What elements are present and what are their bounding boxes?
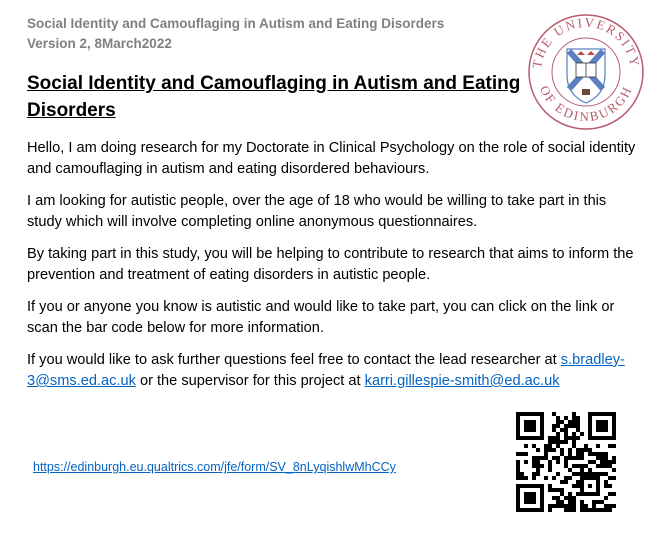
document-title: Social Identity and Camouflaging in Autism and Eating Disorders (27, 73, 521, 121)
survey-link[interactable]: https://edinburgh.eu.qualtrics.com/jfe/form/SV_8nLyqishlwMhCCy (33, 460, 396, 474)
contact-paragraph (27, 350, 637, 392)
supervisor-email-link[interactable]: karri.gillespie-smith@ed.ac.uk (364, 373, 560, 389)
document-header (27, 14, 444, 54)
contact-text-supervisor: or the supervisor for this project at (139, 373, 361, 389)
lead-researcher-email-link[interactable]: s.bradley-3@sms.ed.ac.uk (27, 352, 625, 389)
qr-code-image[interactable] (516, 412, 616, 512)
svg-text:THE UNIVERSITY: THE UNIVERSITY (529, 14, 644, 70)
contact-text-lead: If you would like to ask further questions feel free to contact the lead researcher at (27, 352, 557, 368)
document-body (27, 138, 637, 403)
eligibility-paragraph: I am looking for autistic people, over the age of 18 who would be willing to take part in this study which will involve completing online anonymous questionnaires. (27, 193, 607, 230)
header-title: Social Identity and Camouflaging in Autism and Eating Disorders (27, 16, 445, 31)
intro-paragraph: Hello, I am doing research for my Doctorate in Clinical Psychology on the role of social identity and camouflaging in autism and eating disordered behaviours. (27, 140, 636, 177)
university-crest-logo (527, 13, 645, 131)
header-version: Version 2, 8March2022 (27, 36, 172, 51)
svg-text:OF EDINBURGH: OF EDINBURGH (536, 83, 636, 125)
purpose-paragraph: By taking part in this study, you will be helping to contribute to research that aims to inform the prevention and treatment of eating disorders in autistic people. (27, 246, 634, 283)
participation-paragraph: If you or anyone you know is autistic and would like to take part, you can click on the link or scan the bar code below for more information. (27, 299, 615, 336)
